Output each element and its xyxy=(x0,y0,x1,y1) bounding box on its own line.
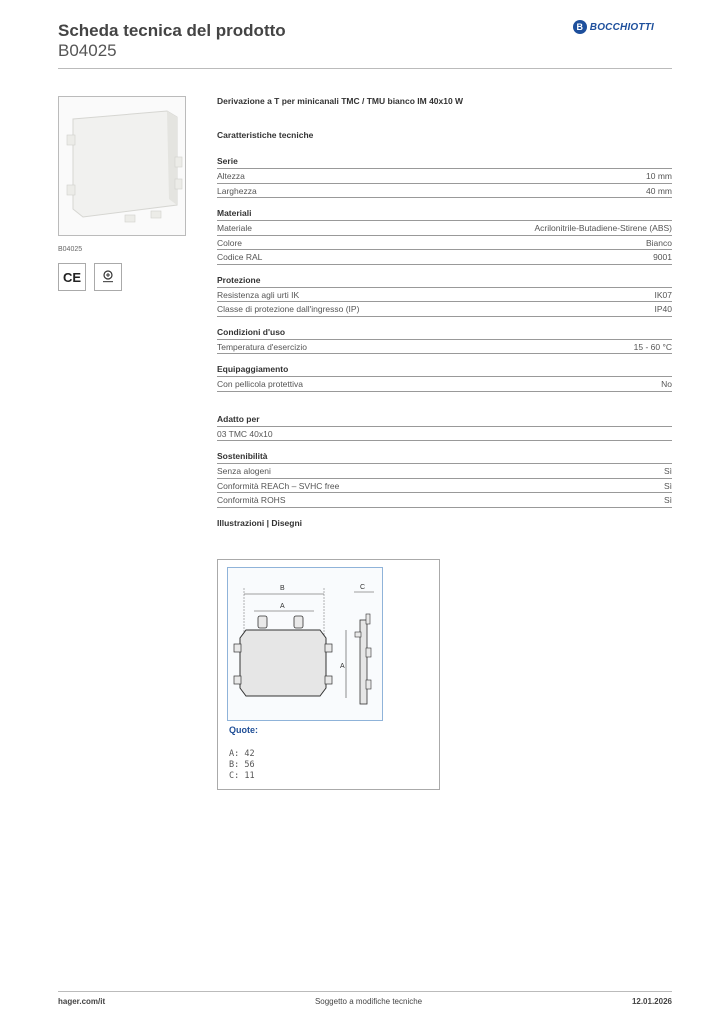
group-title: Serie xyxy=(217,156,672,169)
spec-label: Materiale xyxy=(217,223,252,233)
illustrations-heading: Illustrazioni | Disegni xyxy=(217,517,303,528)
spec-label: Larghezza xyxy=(217,185,257,196)
junction-product-icon xyxy=(59,97,186,236)
spec-label: 03 TMC 40x10 xyxy=(217,428,273,439)
brand-name: BOCCHIOTTI xyxy=(589,21,654,33)
product-column xyxy=(58,96,186,291)
spec-row xyxy=(217,184,672,199)
product-image xyxy=(58,96,186,236)
technical-drawing-box xyxy=(217,559,440,790)
footer-divider xyxy=(58,991,672,992)
spec-value: IK07 xyxy=(654,289,672,300)
spec-group-equipaggiamento xyxy=(217,364,672,392)
group-title: Protezione xyxy=(217,275,672,288)
product-code-title: B04025 xyxy=(58,41,117,60)
group-title: Condizioni d'uso xyxy=(217,327,672,340)
spec-group-condizioni xyxy=(217,327,672,355)
spec-value: 9001 xyxy=(653,252,672,262)
spec-value: 10 mm xyxy=(646,171,672,181)
spec-value: Bianco xyxy=(646,237,672,248)
quotes-list xyxy=(229,749,255,782)
spec-row xyxy=(217,169,672,184)
spec-group-sostenibilita xyxy=(217,451,672,508)
quotes-heading: Quote: xyxy=(229,725,258,735)
spec-group-adatto-per xyxy=(217,414,672,442)
spec-label: Conformità REACh – SVHC free xyxy=(217,480,340,491)
spec-value: 40 mm xyxy=(646,185,672,196)
product-description: Derivazione a T per minicanali TMC / TMU bianco IM 40x10 W xyxy=(217,96,464,106)
brand-logo xyxy=(573,20,654,34)
spec-group-materiali xyxy=(217,208,672,265)
product-image-caption: B04025 xyxy=(58,246,83,253)
page-footer xyxy=(58,997,672,1006)
spec-value: Sì xyxy=(663,480,672,491)
dim-label-a-side: A xyxy=(340,663,345,670)
specifications xyxy=(217,96,672,528)
header-divider xyxy=(58,68,672,69)
spec-label: Colore xyxy=(217,237,243,248)
spec-label: Altezza xyxy=(217,171,245,181)
spec-label: Temperatura d'esercizio xyxy=(217,341,307,352)
spec-row xyxy=(217,479,672,494)
group-title: Equipaggiamento xyxy=(217,364,672,377)
spec-label: Con pellicola protettiva xyxy=(217,379,303,389)
spec-row xyxy=(217,340,672,355)
spec-row xyxy=(217,493,672,508)
spec-label: Conformità ROHS xyxy=(217,495,286,505)
quote-item: B: 56 xyxy=(229,760,255,770)
spec-row xyxy=(217,464,672,479)
spec-value: Sì xyxy=(663,495,672,505)
spec-value: No xyxy=(661,379,672,389)
quote-item: C: 11 xyxy=(229,771,255,781)
ce-mark-icon: CE xyxy=(58,263,86,291)
spec-row xyxy=(217,377,672,392)
spec-label: Codice RAL xyxy=(217,252,263,262)
spec-value: Sì xyxy=(663,466,672,476)
imq-mark-icon xyxy=(94,263,122,291)
page-title: Scheda tecnica del prodotto xyxy=(58,21,286,40)
features-heading: Caratteristiche tecniche xyxy=(217,130,314,140)
spec-row xyxy=(217,236,672,251)
bocchiotti-logo-icon: B xyxy=(573,20,587,34)
dimension-drawing-icon xyxy=(228,568,382,720)
footer-note: Soggetto a modifiche tecniche xyxy=(314,997,423,1006)
spec-row xyxy=(217,288,672,303)
dim-label-c: C xyxy=(360,584,366,591)
spec-value: IP40 xyxy=(654,304,672,314)
footer-date: 12.01.2026 xyxy=(631,997,672,1006)
group-title: Adatto per xyxy=(217,414,672,427)
imq-logo-icon xyxy=(99,268,117,286)
dim-label-a-top: A xyxy=(280,603,285,610)
spec-value: 15 - 60 °C xyxy=(633,341,672,352)
spec-row xyxy=(217,302,672,317)
spec-row xyxy=(217,250,672,265)
spec-group-serie xyxy=(217,156,672,198)
footer-site-link[interactable]: hager.com/it xyxy=(58,997,106,1006)
quote-item: A: 42 xyxy=(229,749,255,759)
page-header xyxy=(58,20,672,70)
technical-drawing xyxy=(227,567,383,721)
spec-row xyxy=(217,427,672,442)
spec-label: Resistenza agli urti IK xyxy=(217,289,300,300)
spec-label: Classe di protezione dall'ingresso (IP) xyxy=(217,304,360,314)
spec-row xyxy=(217,221,672,236)
certification-marks xyxy=(58,263,186,291)
dim-label-b: B xyxy=(280,585,285,592)
spec-value: Acrilonitrile-Butadiene-Stirene (ABS) xyxy=(534,223,672,233)
spec-label: Senza alogeni xyxy=(217,466,271,476)
group-title: Materiali xyxy=(217,208,672,221)
group-title: Sostenibilità xyxy=(217,451,672,464)
spec-group-protezione xyxy=(217,275,672,317)
